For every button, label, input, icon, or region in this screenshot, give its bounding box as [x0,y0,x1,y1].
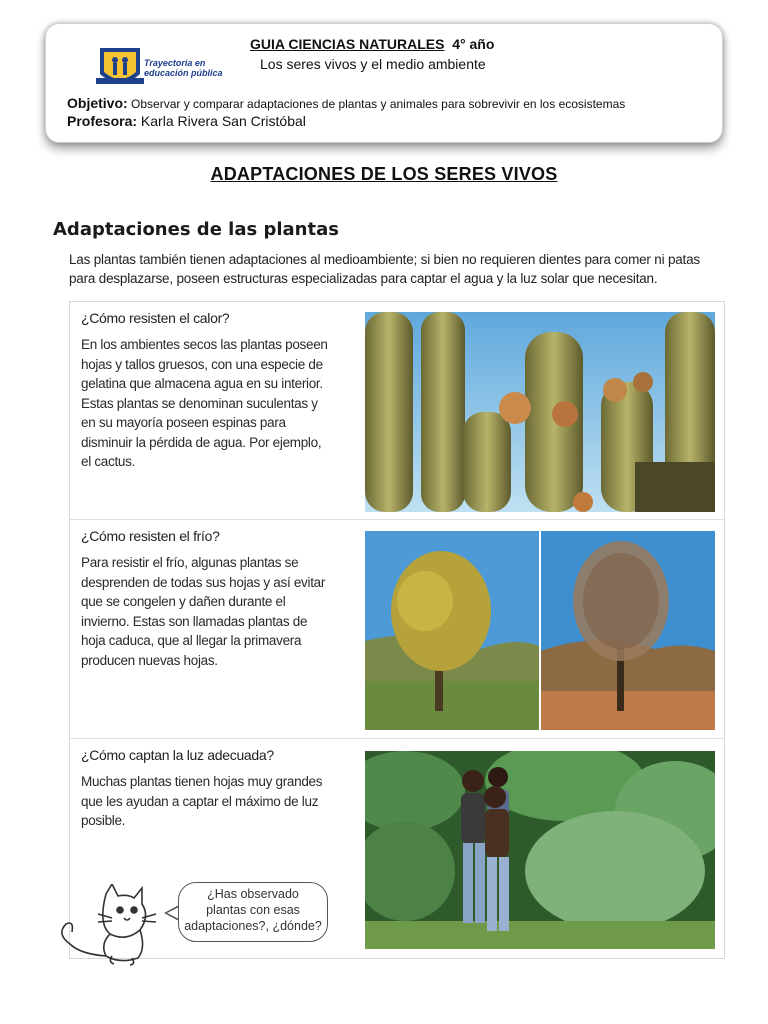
intro-paragraph: Las plantas también tienen adaptaciones al medioambiente; si bien no requieren dientes para comer ni patas para desplazarse, poseen estructuras especializadas para captar el agua y la luz solar que necesitan. [69,252,700,286]
panel-answer: En los ambientes secos las plantas poseen hojas y tallos gruesos, con una especie de gelatina que almacena agua en su interior. Estas plantas se denominan suculentas y en su mayoría poseen espinas para disminuir la pérdida de agua. Por ejemplo, el cactus. [81,337,328,469]
guide-title [250,36,494,52]
panels-frame [69,301,725,959]
panel-question: ¿Cómo resisten el frío? [81,528,220,544]
bubble-line-3: adaptaciones?, ¿dónde? [184,919,322,933]
panel-question: ¿Cómo resisten el calor? [81,310,230,326]
teacher [67,113,306,129]
logo-text: Trayectoria en educación pública [144,58,223,78]
panel-light [70,739,724,957]
panel-question: ¿Cómo captan la luz adecuada? [81,747,274,763]
deciduous-trees-photo [365,531,715,730]
guide-grade: 4° año [452,36,495,52]
teacher-label: Profesora: [67,113,138,129]
panel-heat [70,302,724,520]
guide-title-main: GUIA CIENCIAS NATURALES [250,36,445,52]
speech-bubble [178,882,328,942]
large-leaves-photo [365,751,715,949]
bubble-line-2: plantas con esas [206,903,300,917]
objective-label: Objetivo: [67,95,128,111]
header-card [45,23,723,143]
teacher-name: Karla Rivera San Cristóbal [140,113,306,129]
objective-text: Observar y comparar adaptaciones de plantas y animales para sobrevivir en los ecosistemas [131,97,626,111]
cat-illustration [50,884,162,966]
guide-subtitle: Los seres vivos y el medio ambiente [260,56,486,72]
section-title: Adaptaciones de las plantas [53,219,339,240]
panel-cold [70,520,724,739]
school-logo [90,44,226,94]
cactus-photo [365,312,715,512]
panel-answer: Muchas plantas tienen hojas muy grandes que les ayudan a captar el máximo de luz posible. [81,774,323,828]
panel-answer: Para resistir el frío, algunas plantas se desprenden de todas sus hojas y así evitar que se congelen y dañen durante el invierno. Estas son llamadas plantas de hoja caduca, que al llegar la primavera producen nuevas hojas. [81,555,326,668]
main-title: ADAPTACIONES DE LOS SERES VIVOS [210,164,558,184]
bubble-line-1: ¿Has observado [207,887,299,901]
objective [67,95,625,111]
